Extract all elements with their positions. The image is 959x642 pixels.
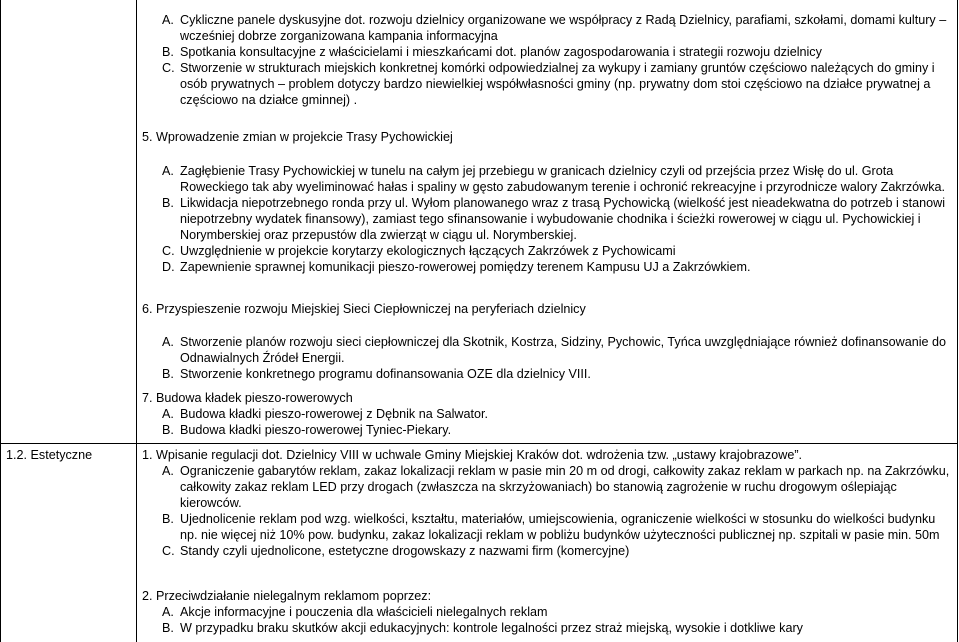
list-item [162, 511, 952, 543]
item-label: A. [162, 464, 174, 478]
section-5 [142, 129, 952, 145]
item-text: W przypadku braku skutków akcji edukacyjnych: kontrole legalności przez straż miejską, wysokie i dotkliwe kary [180, 621, 803, 635]
section-title: 7. Budowa kładek pieszo-rowerowych [142, 391, 353, 405]
row12-section-2-list [162, 604, 952, 636]
list-item [162, 195, 952, 243]
item-text: Akcje informacyjne i pouczenia dla właścicieli nielegalnych reklam [180, 605, 548, 619]
list-item [162, 620, 952, 636]
item-label: A. [162, 13, 174, 27]
item-label: C. [162, 244, 175, 258]
item-text: Budowa kładki pieszo-rowerowej Tyniec-Piekary. [180, 423, 452, 437]
list-item [162, 60, 952, 108]
item-label: A. [162, 407, 174, 421]
section-6 [142, 301, 952, 317]
item-label: C. [162, 61, 175, 75]
section-5-list [162, 163, 952, 275]
list-item [162, 543, 952, 559]
item-text: Standy czyli ujednolicone, estetyczne drogowskazy z nazwami firm (komercyjne) [180, 544, 630, 558]
top-list [162, 12, 952, 108]
list-item [162, 259, 952, 275]
row-divider [0, 443, 958, 444]
item-label: B. [162, 512, 174, 526]
item-text: Spotkania konsultacyjne z właścicielami i mieszkańcami dot. planów zagospodarowania i strategii rozwoju dzielnicy [180, 45, 822, 59]
section-title: 5. Wprowadzenie zmian w projekcie Trasy Pychowickiej [142, 130, 453, 144]
section-title: 1. Wpisanie regulacji dot. Dzielnicy VIII w uchwale Gminy Miejskiej Kraków dot. wdrożenia tzw. „ustawy krajobrazowe”. [142, 448, 803, 462]
item-text: Uwzględnienie w projekcie korytarzy ekologicznych łączących Zakrzówek z Pychowicami [180, 244, 676, 258]
item-label: B. [162, 423, 174, 437]
item-label: B. [162, 367, 174, 381]
item-text: Stworzenie planów rozwoju sieci ciepłowniczej dla Skotnik, Kostrza, Sidziny, Pychowic, Tyńca uwzględniające również dofinansowanie do Odnawialnych Źródeł Energii. [180, 335, 947, 365]
item-label: A. [162, 335, 174, 349]
list-item [162, 463, 952, 511]
item-text: Likwidacja niepotrzebnego ronda przy ul. Wyłom planowanego wraz z trasą Pychowicką (wielkość jest nieadekwatna do potrzeb i stanowi niepotrzebny wydatek finansowy), zamiast tego sfinansowanie i wybudowanie chodnika i ścieżki rowerowej w ciągu ul. Pychowickiej i Norymberskiej oraz przepustów dla zwierząt w ciągu ul. Norymberskiej. [180, 196, 945, 242]
table-right-border [957, 0, 958, 642]
list-item [162, 366, 952, 382]
item-text: Zapewnienie sprawnej komunikacji pieszo-rowerowej pomiędzy terenem Kampusu UJ a Zakrzówkiem. [180, 260, 751, 274]
item-text: Zagłębienie Trasy Pychowickiej w tunelu na całym jej przebiegu w granicach dzielnicy czyli od przejścia przez Wisłę do ul. Grota Roweckiego tak aby wyeliminować hałas i spaliny w gęsto zabudowanym terenie i ochronić rekreacyjne i przyrodnicze walory Zakrzówka. [180, 164, 946, 194]
item-label: B. [162, 45, 174, 59]
list-item [162, 604, 952, 620]
item-text: Cykliczne panele dyskusyjne dot. rozwoju dzielnicy organizowane we współpracy z Radą Dzielnicy, parafiami, szkołami, domami kultury – wcześniej dobrze zorganizowana kampania informacyjna [180, 13, 947, 43]
row-label-estetyczne: 1.2. Estetyczne [6, 448, 93, 462]
list-item [162, 163, 952, 195]
row12-section-1 [142, 447, 952, 463]
item-text: Stworzenie w strukturach miejskich konkretnej komórki odpowiedzialnej za wykupy i zamiany gruntów częściowo należących do gminy i osób prywatnych – problem dotyczy bardzo niewielkiej współwłasności gminy (np. prywatny dom stoi częściowo na działce prywatnej a częściowo na działce gminnej) . [180, 61, 935, 107]
section-7 [142, 390, 952, 406]
item-text: Stworzenie konkretnego programu dofinansowania OZE dla dzielnicy VIII. [180, 367, 591, 381]
list-item [162, 406, 952, 422]
list-item [162, 243, 952, 259]
item-text: Ujednolicenie reklam pod wzg. wielkości, kształtu, materiałów, umiejscowienia, ograniczenie wielkości w stosunku do wielkości budynku np. nie więcej niż 10% pow. budynku, zakaz lokalizacji reklam w pobliżu budynków użyteczności publicznej np. szpitali w pasie min. 50m [180, 512, 940, 542]
section-title: 6. Przyspieszenie rozwoju Miejskiej Sieci Ciepłowniczej na peryferiach dzielnicy [142, 302, 586, 316]
section-6-list [162, 334, 952, 382]
item-label: A. [162, 164, 174, 178]
row12-section-1-list [162, 463, 952, 559]
section-title: 2. Przeciwdziałanie nielegalnym reklamom poprzez: [142, 589, 432, 603]
item-text: Budowa kładki pieszo-rowerowej z Dębnik na Salwator. [180, 407, 488, 421]
list-item [162, 12, 952, 44]
list-item [162, 422, 952, 438]
table-column-divider [136, 0, 137, 642]
item-label: B. [162, 196, 174, 210]
table-left-border [0, 0, 1, 642]
list-item [162, 334, 952, 366]
item-text: Ograniczenie gabarytów reklam, zakaz lokalizacji reklam w pasie min 20 m od drogi, całkowity zakaz reklam w parkach np. na Zakrzówku, całkowity zakaz reklam LED przy drogach (zwłaszcza na skrzyżowaniach) bo stanowią zagrożenie w ruchu drogowym oślepiając kierowców. [180, 464, 950, 510]
item-label: D. [162, 260, 175, 274]
row12-section-2 [142, 588, 952, 604]
list-item [162, 44, 952, 60]
item-label: B. [162, 621, 174, 635]
item-label: A. [162, 605, 174, 619]
item-label: C. [162, 544, 175, 558]
section-7-list [162, 406, 952, 438]
